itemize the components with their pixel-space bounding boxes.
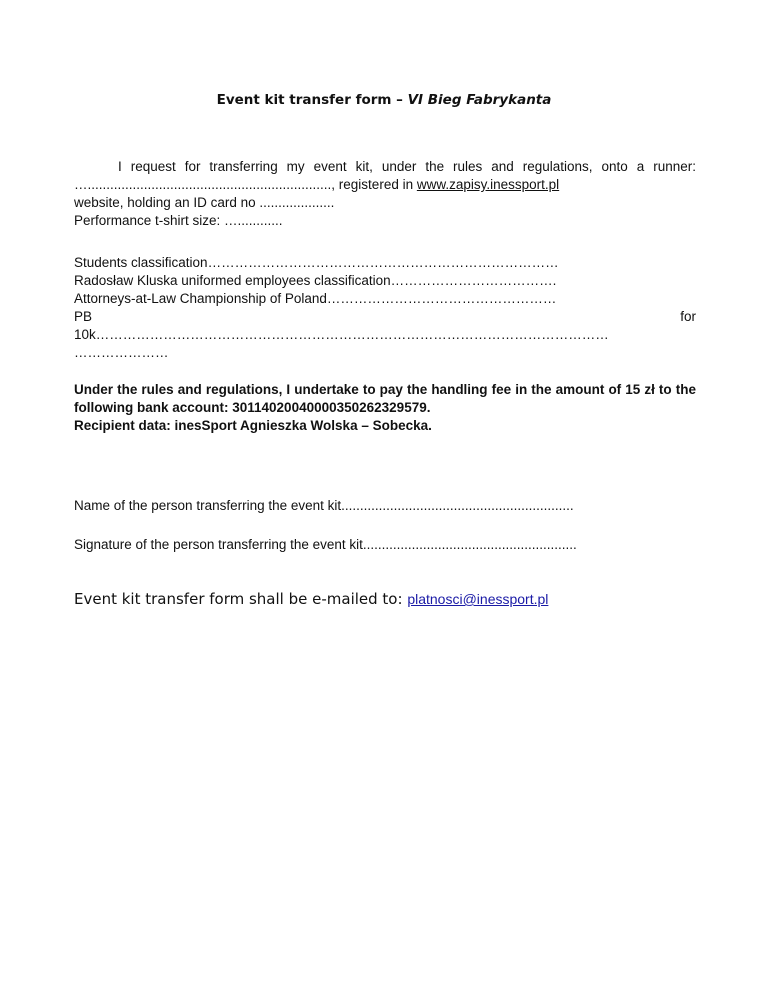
request-paragraph bbox=[74, 158, 696, 230]
request-line1: I request for transferring my event kit, under the rules and regulations, onto a runner: …................................................................., registered in bbox=[74, 159, 696, 192]
fee-paragraph bbox=[74, 381, 696, 435]
form-title bbox=[0, 92, 768, 108]
fee-text: Under the rules and regulations, I undertake to pay the handling fee in the amount of 15 zł to the following bank account: 30114020040000350262329579. bbox=[74, 382, 696, 415]
name-line: Name of the person transferring the event kit.............................................................. bbox=[74, 498, 574, 513]
request-tshirt-line: Performance t-shirt size: …............ bbox=[74, 213, 283, 228]
signature-line: Signature of the person transferring the event kit......................................................... bbox=[74, 537, 577, 552]
tenk-line: 10k…………………………………………………………………………………………………… bbox=[74, 327, 609, 342]
pb-label: PB bbox=[74, 309, 93, 324]
students-classification: Students classification…………………………………………………………………… bbox=[74, 255, 559, 270]
footer-text: Event kit transfer form shall be e-mailed to: bbox=[74, 590, 403, 608]
attorneys-classification: Attorneys-at-Law Championship of Poland…………………………………………… bbox=[74, 291, 557, 306]
classifications-block bbox=[74, 254, 696, 362]
recipient-data: Recipient data: inesSport Agnieszka Wolska – Sobecka. bbox=[74, 418, 432, 433]
radoslaw-classification: Radosław Kluska uniformed employees classification………………………………. bbox=[74, 273, 557, 288]
website-link[interactable]: www.zapisy.inessport.pl bbox=[416, 177, 560, 192]
email-link[interactable]: platnosci@inessport.pl bbox=[407, 591, 549, 607]
footer-note bbox=[74, 590, 548, 608]
request-id-line: website, holding an ID card no .................... bbox=[74, 195, 335, 210]
tail-dots: ………………… bbox=[74, 345, 169, 360]
title-main: Event kit transfer form – bbox=[216, 92, 403, 108]
pb-for: for bbox=[680, 309, 696, 324]
title-event-name: VI Bieg Fabrykanta bbox=[407, 92, 552, 108]
pb-line bbox=[74, 308, 696, 326]
